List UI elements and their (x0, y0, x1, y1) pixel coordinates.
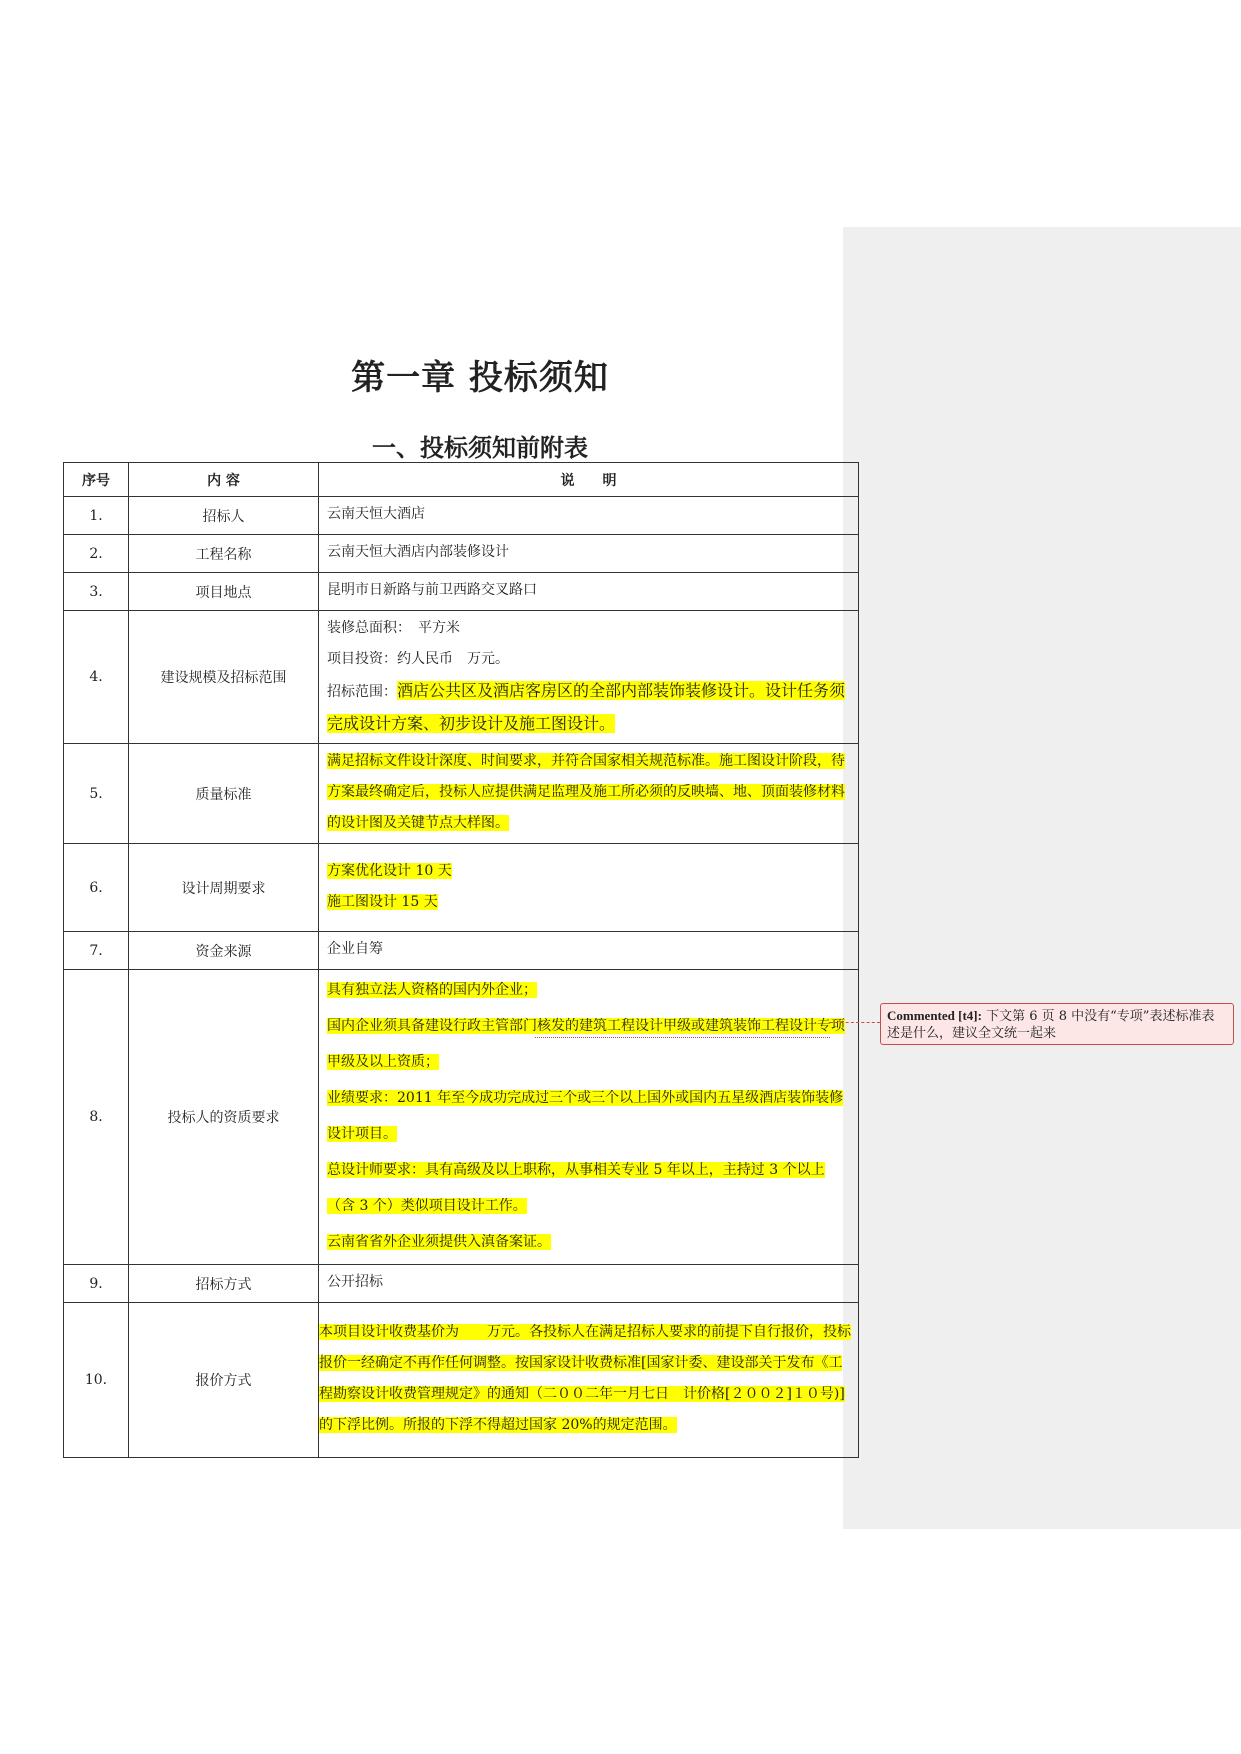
highlighted-text commented-text: 国内企业须具备建设行政主管部门核发的建筑工程设计甲级或建筑装饰工程设计专项甲级及以上资质； (327, 1018, 845, 1070)
row-number: 1. (64, 497, 129, 535)
header-description: 说 明 (319, 463, 859, 497)
description-text: 公开招标 (327, 1274, 383, 1290)
table-row (64, 932, 859, 970)
row-description[interactable] (319, 970, 859, 1265)
row-number: 9. (64, 1265, 129, 1303)
row-item: 建设规模及招标范围 (129, 611, 319, 744)
row-number: 3. (64, 573, 129, 611)
description-label: 招标范围： (327, 684, 397, 700)
table-row (64, 1265, 859, 1303)
row-description[interactable] (319, 844, 859, 932)
row-description[interactable] (319, 611, 859, 744)
table-row (64, 573, 859, 611)
table-header-row (64, 463, 859, 497)
description-text: 项目投资：约人民币 万元。 (327, 651, 509, 667)
comment-anchor-line (535, 1037, 830, 1038)
row-number: 4. (64, 611, 129, 744)
row-item: 招标方式 (129, 1265, 319, 1303)
row-item: 投标人的资质要求 (129, 970, 319, 1265)
row-description[interactable] (319, 497, 859, 535)
highlighted-text: 酒店公共区及酒店客房区的全部内部装饰装修设计。设计任务须完成设计方案、初步设计及施工图设计。 (327, 681, 846, 733)
highlighted-text: 具有独立法人资格的国内外企业； (327, 982, 537, 998)
row-description[interactable] (319, 573, 859, 611)
table-row (64, 611, 859, 744)
comment-margin-pane (843, 227, 1241, 1529)
highlighted-text: 业绩要求：2011 年至今成功完成过三个或三个以上国外或国内五星级酒店装饰装修设计项目。 (327, 1090, 844, 1142)
highlighted-text: 施工图设计 15 天 (327, 893, 438, 910)
description-text: 昆明市日新路与前卫西路交叉路口 (327, 582, 537, 598)
row-item: 报价方式 (129, 1303, 319, 1458)
bid-notice-table (63, 462, 859, 1458)
row-number: 8. (64, 970, 129, 1265)
description-text: 企业自筹 (327, 941, 383, 957)
chapter-title: 第一章 投标须知 (351, 358, 609, 398)
table-row (64, 970, 859, 1265)
row-description[interactable] (319, 932, 859, 970)
row-number: 7. (64, 932, 129, 970)
section-title: 一、投标须知前附表 (372, 433, 588, 462)
comment-balloon[interactable] (880, 1003, 1234, 1045)
comment-connector-line (830, 1022, 880, 1023)
table-row (64, 535, 859, 573)
row-item: 质量标准 (129, 744, 319, 844)
row-description[interactable] (319, 744, 859, 844)
description-text: 云南天恒大酒店 (327, 506, 425, 522)
table-row (64, 497, 859, 535)
highlighted-text: 本项目设计收费基价为 万元。各投标人在满足招标人要求的前提下自行报价，投标报价一经确定不再作任何调整。按国家设计收费标准[国家计委、建设部关于发布《工程勘察设计收费管理规定》的通知（二００二年一月七日 计价格[２００２]１０号)]的下浮比例。所报的下浮不得超过国家 20%的规定范围。 (319, 1324, 851, 1433)
row-item: 工程名称 (129, 535, 319, 573)
row-number: 2. (64, 535, 129, 573)
description-text: 装修总面积： 平方米 (327, 620, 460, 636)
description-text: 云南天恒大酒店内部装修设计 (327, 544, 509, 560)
highlighted-text: 云南省省外企业须提供入滇备案证。 (327, 1234, 551, 1250)
row-number: 5. (64, 744, 129, 844)
row-item: 项目地点 (129, 573, 319, 611)
table-row (64, 744, 859, 844)
comment-label: Commented [t4]: (887, 1008, 982, 1023)
row-number: 10. (64, 1303, 129, 1458)
row-item: 资金来源 (129, 932, 319, 970)
table-row (64, 1303, 859, 1458)
row-description[interactable] (319, 1265, 859, 1303)
header-number: 序号 (64, 463, 129, 497)
row-item: 招标人 (129, 497, 319, 535)
row-description[interactable] (319, 1303, 859, 1458)
comment-text: 下文第 6 页 8 中没有“专项”表述标准表述是什么，建议全文统一起来 (887, 1009, 1215, 1041)
row-item: 设计周期要求 (129, 844, 319, 932)
row-number: 6. (64, 844, 129, 932)
highlighted-text: 方案优化设计 10 天 (327, 862, 452, 879)
highlighted-text: 满足招标文件设计深度、时间要求，并符合国家相关规范标准。施工图设计阶段，待方案最终确定后，投标人应提供满足监理及施工所必须的反映墙、地、顶面装修材料的设计图及关键节点大样图。 (327, 753, 845, 831)
table-row (64, 844, 859, 932)
header-content: 内 容 (129, 463, 319, 497)
row-description[interactable] (319, 535, 859, 573)
highlighted-text: 总设计师要求：具有高级及以上职称，从事相关专业 5 年以上，主持过 3 个以上（含 3 个）类似项目设计工作。 (327, 1162, 825, 1214)
